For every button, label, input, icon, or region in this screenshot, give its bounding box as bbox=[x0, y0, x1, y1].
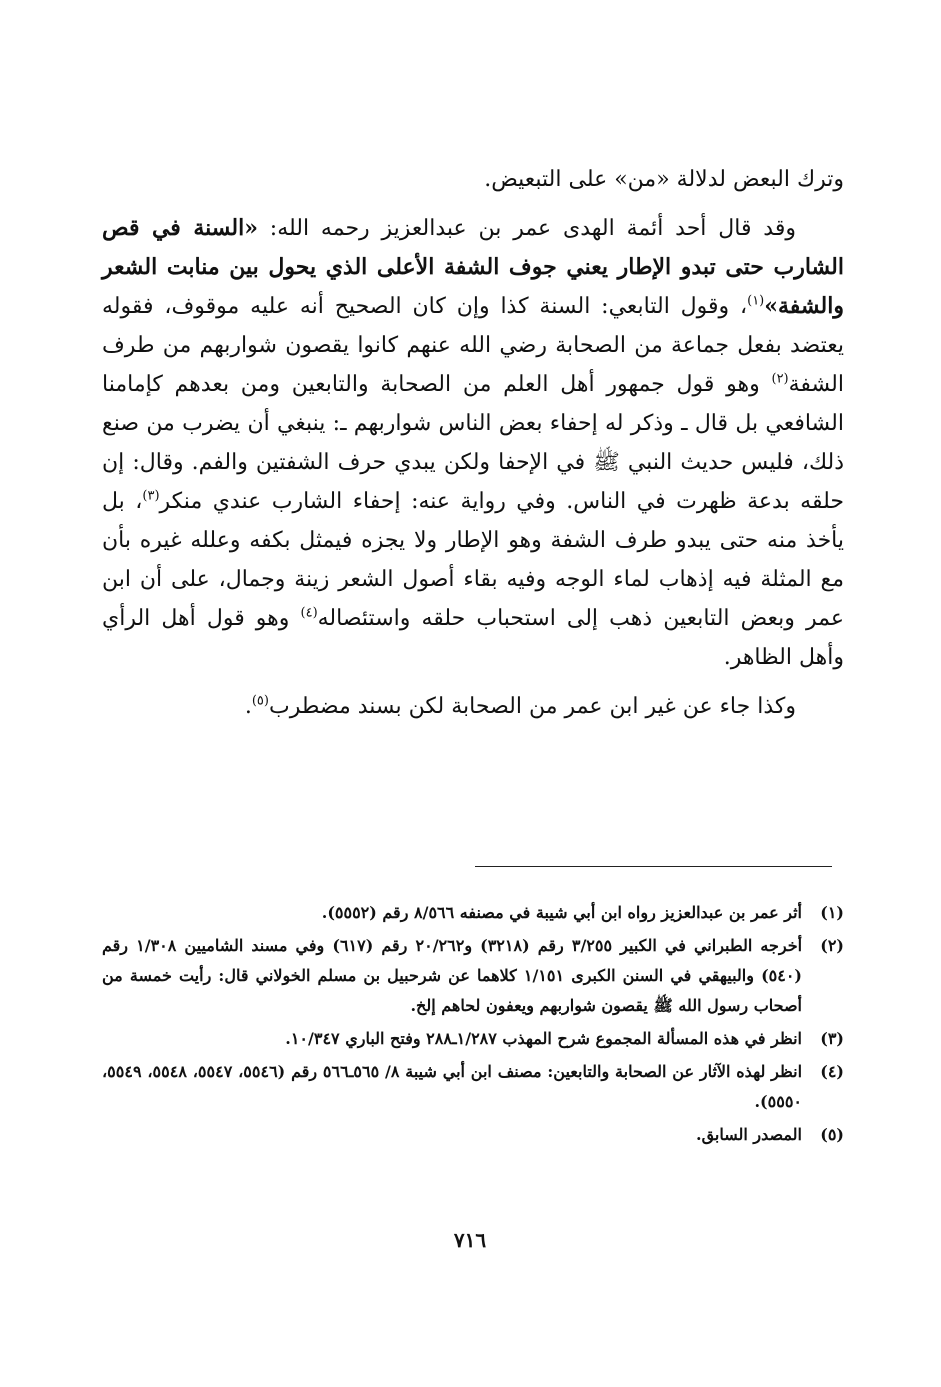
paragraph-1-text: وترك البعض لدلالة «من» على التبعيض. bbox=[484, 167, 844, 192]
footnote-5-number: (٥) bbox=[820, 1125, 844, 1144]
paragraph-2-intro: وقد قال أحد أئمة الهدى عمر بن عبدالعزيز رحمه الله: bbox=[257, 216, 796, 241]
paragraph-2-segment-2: ، وقول التابعي: السنة كذا وإن كان الصحيح أنه عليه موقوف، فقوله يعتضد بفعل جماعة من الصحابة رضي الله عنهم كانوا يقصون شواربهم من طرف الشفة bbox=[102, 294, 844, 397]
footnote-ref-2[interactable]: (٢) bbox=[771, 371, 789, 387]
footnotes bbox=[102, 898, 844, 1153]
footnote-2-text: أخرجه الطبراني في الكبير ٣/٢٥٥ رقم (٣٢١٨) و٢٠/٢٦٢ رقم (٦١٧) وفي مسند الشاميين ١/٣٠٨ رقم (٥٤٠) والبيهقي في السنن الكبرى ١/١٥١ كلاهما عن شرحبيل بن مسلم الخولاني قال: رأيت خمسة من أصحاب رسول الله ﷺ يقصون شواربهم ويعفون لحاهم إلخ. bbox=[102, 936, 803, 1015]
page-number: ٧١٦ bbox=[453, 1228, 487, 1252]
footnote-ref-5[interactable]: (٥) bbox=[251, 693, 269, 709]
footnote-3-text: انظر في هذه المسألة المجموع شرح المهذب ١/٢٨٧ـ٢٨٨ وفتح الباري ١٠/٣٤٧. bbox=[285, 1029, 802, 1048]
footnote-4 bbox=[102, 1057, 844, 1117]
footnote-1 bbox=[102, 898, 844, 928]
footnote-2-number: (٢) bbox=[820, 936, 844, 955]
footnote-ref-4[interactable]: (٤) bbox=[300, 605, 318, 621]
footnote-3-number: (٣) bbox=[820, 1029, 844, 1048]
paragraph-2 bbox=[102, 209, 844, 677]
footnote-separator bbox=[475, 866, 832, 867]
paragraph-2-segment-5: وهو قول أهل الرأي وأهل الظاهر. bbox=[102, 606, 844, 670]
footnote-5 bbox=[102, 1120, 844, 1150]
paragraph-1 bbox=[102, 160, 844, 199]
footnote-1-text: أثر عمر بن عبدالعزيز رواه ابن أبي شيبة في مصنفه ٨/٥٦٦ رقم (٥٥٥٢). bbox=[321, 903, 802, 922]
footnote-ref-1[interactable]: (١) bbox=[747, 293, 765, 309]
footnote-4-text: انظر لهذه الآثار عن الصحابة والتابعين: مصنف ابن أبي شيبة ٨/ ٥٦٥ـ٥٦٦ رقم (٥٥٤٦، ٥٥٤٧، ٥٥٤٨، ٥٥٤٩، ٥٥٥٠). bbox=[102, 1062, 803, 1111]
footnote-ref-3[interactable]: (٣) bbox=[142, 488, 160, 504]
paragraph-2-segment-4: ، بل يأخذ منه حتى يبدو طرف الشفة وهو الإطار ولا يجزه فيمثل بكفه وعلله غيره بأن مع المثلة فيه إذهاب لماء الوجه وفيه بقاء أصول الشعر زينة وجمال، على أن ابن عمر وبعض التابعين ذهب إلى استحباب حلقه واستئصاله bbox=[102, 489, 844, 631]
main-text bbox=[102, 160, 844, 726]
paragraph-3-end: . bbox=[244, 694, 252, 719]
paragraph-2-segment-3: وهو قول جمهور أهل العلم من الصحابة والتابعين ومن بعدهم كإمامنا الشافعي بل قال ـ وذكر له إحفاء بعض الناس شواربهم ـ: ينبغي أن يضرب من صنع ذلك، فليس حديث النبي ﷺ في الإحفا ولكن يبدي حرف الشفتين والفم. وقال: إن حلقه بدعة ظهرت في الناس. وفي رواية عنه: إحفاء الشارب عندي منكر bbox=[102, 372, 844, 514]
umar-quote: «السنة في قص الشارب حتى تبدو الإطار يعني جوف الشفة الأعلى الذي يحول بين منابت الشعر والشفة» bbox=[102, 215, 844, 319]
paragraph-3 bbox=[102, 687, 844, 726]
footnote-5-text: المصدر السابق. bbox=[696, 1125, 802, 1144]
footnote-2 bbox=[102, 931, 844, 1021]
footnote-3 bbox=[102, 1024, 844, 1054]
footnote-4-number: (٤) bbox=[820, 1062, 844, 1081]
footnote-1-number: (١) bbox=[820, 903, 844, 922]
paragraph-3-text: وكذا جاء عن غير ابن عمر من الصحابة لكن بسند مضطرب bbox=[268, 694, 796, 719]
